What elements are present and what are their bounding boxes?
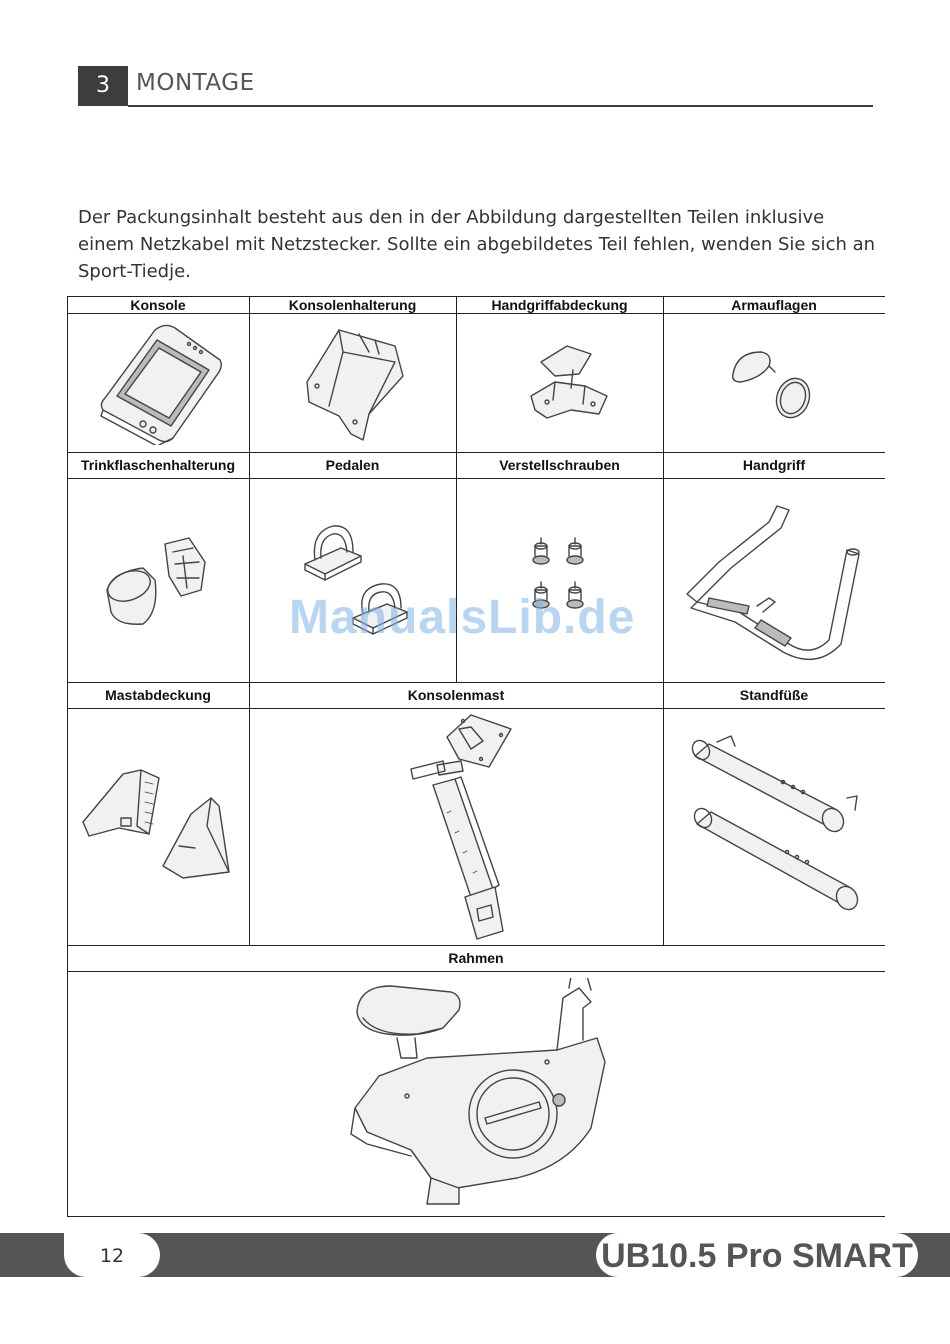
console-mast-icon bbox=[403, 713, 515, 941]
parts-table bbox=[67, 296, 885, 1217]
table-rule bbox=[67, 478, 885, 479]
table-rule bbox=[67, 708, 885, 709]
section-rule bbox=[128, 105, 873, 107]
table-rule bbox=[249, 296, 250, 946]
bottle-holder-icon bbox=[103, 532, 215, 632]
part-label-frame: Rahmen bbox=[448, 950, 504, 966]
intro-paragraph: Der Packungsinhalt besteht aus den in der Abbildung dargestellten Teilen inklusive einem Netzkabel mit Netzstecker. Sollte ein abgebildetes Teil fehlen, wenden Sie sich an Sport-Tiedje. bbox=[78, 207, 876, 282]
table-rule bbox=[67, 296, 68, 1217]
section-number: 3 bbox=[78, 66, 128, 106]
armrest-icon bbox=[727, 346, 817, 421]
table-rule bbox=[67, 452, 885, 453]
part-label-mast-cover: Mastabdeckung bbox=[105, 687, 211, 703]
part-label-armrests: Armauflagen bbox=[731, 297, 817, 313]
frame-icon bbox=[347, 978, 617, 1208]
section-title: MONTAGE bbox=[136, 70, 255, 96]
part-label-handlebar-cover: Handgriffabdeckung bbox=[491, 297, 628, 313]
table-rule bbox=[67, 971, 885, 972]
part-label-bottle-holder: Trinkflaschenhalterung bbox=[80, 457, 236, 473]
console-bracket-icon bbox=[299, 322, 409, 444]
table-rule bbox=[663, 296, 664, 946]
section-header bbox=[78, 66, 873, 106]
table-rule bbox=[67, 1216, 885, 1217]
console-icon bbox=[95, 320, 225, 445]
watermark: ManualsLib.de bbox=[289, 591, 636, 644]
table-rule bbox=[67, 313, 885, 314]
part-label-handlebar: Handgriff bbox=[742, 457, 806, 473]
handlebar-icon bbox=[679, 502, 869, 664]
part-label-console-bracket: Konsolenhalterung bbox=[288, 297, 417, 313]
stabilizer-feet-icon bbox=[687, 734, 867, 918]
part-label-console: Konsole bbox=[130, 297, 186, 313]
page-footer bbox=[0, 1233, 950, 1277]
page-number: 12 bbox=[64, 1233, 160, 1277]
table-rule bbox=[67, 682, 885, 683]
handlebar-cover-icon bbox=[527, 340, 617, 422]
part-label-pedals: Pedalen bbox=[325, 457, 380, 473]
table-rule bbox=[67, 945, 885, 946]
model-name: UB10.5 Pro SMART bbox=[596, 1233, 918, 1277]
mast-cover-icon bbox=[79, 766, 247, 888]
part-label-console-mast: Konsolenmast bbox=[407, 687, 505, 703]
part-label-adjusting-screws: Verstellschrauben bbox=[499, 457, 620, 473]
part-label-stabilizer-feet: Standfüße bbox=[739, 687, 809, 703]
